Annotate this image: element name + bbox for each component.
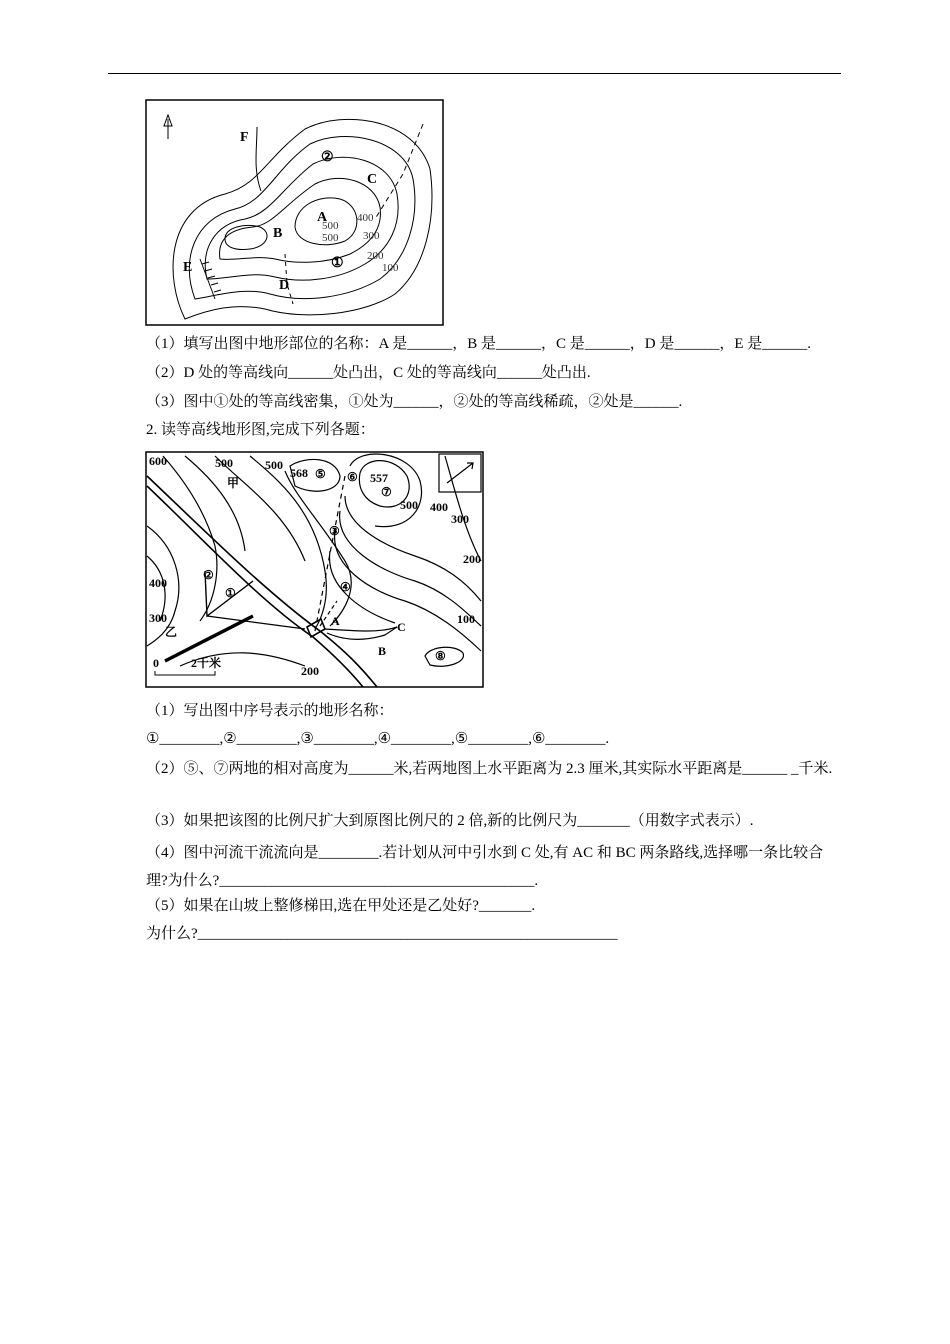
label-n2: ②	[203, 568, 214, 582]
label-c: C	[367, 172, 378, 187]
contour-500a: 500	[322, 220, 339, 232]
q2-6: 为什么?________________________________________________________	[146, 926, 618, 942]
label-n5: ⑤	[315, 467, 326, 481]
contour-map-2	[145, 451, 485, 689]
contour-500a: 500	[215, 456, 233, 470]
q2-4: （4）图中河流干流流向是________.若计划从河中引水到 C 处,有 AC 和 BC 两条路线,选择哪一条比较合理?为什么?__________________________________________.	[146, 845, 824, 889]
contour-100: 100	[382, 262, 399, 274]
contour-500b: 500	[322, 232, 339, 244]
contour-400a: 400	[430, 500, 448, 514]
contour-200a: 200	[463, 552, 481, 566]
contour-500c: 500	[400, 498, 418, 512]
label-b: B	[273, 226, 283, 241]
contour-100: 100	[457, 612, 475, 626]
label-jia: 甲	[227, 476, 240, 490]
label-n1: ①	[331, 256, 344, 271]
contour-600: 600	[149, 454, 167, 468]
q2-title: 2. 读等高线地形图,完成下列各题：	[146, 422, 375, 438]
label-n2: ②	[321, 150, 334, 165]
contour-500b: 500	[265, 458, 283, 472]
contour-557: 557	[370, 471, 388, 485]
q2-1b: ①________,②________,③________,④________,⑤________,⑥________.	[146, 731, 610, 747]
label-n1: ①	[225, 586, 236, 600]
contour-200b: 200	[301, 664, 319, 678]
label-f: F	[240, 130, 249, 145]
scale-zero: 0	[153, 656, 159, 670]
contour-200: 200	[367, 250, 384, 262]
label-yi: 乙	[165, 625, 178, 639]
q1-1: （1）填写出图中地形部位的名称：A 是______，B 是______，C 是______，D 是______，E 是______.	[146, 336, 812, 352]
contour-568: 568	[290, 466, 308, 480]
label-n6: ⑥	[347, 470, 358, 484]
label-a: A	[317, 210, 328, 225]
label-n7: ⑦	[381, 485, 392, 499]
contour-400b: 400	[149, 576, 167, 590]
label-b: B	[378, 644, 387, 658]
contour-400: 400	[357, 212, 374, 224]
label-c: C	[397, 620, 406, 634]
contour-300a: 300	[451, 512, 469, 526]
label-n8: ⑧	[435, 649, 446, 663]
scale-label: 2千米	[191, 656, 222, 670]
contour-300b: 300	[149, 611, 167, 625]
contour-map-1	[145, 99, 445, 327]
label-n3: ③	[329, 524, 340, 538]
q2-1a: （1）写出图中序号表示的地形名称：	[146, 703, 394, 719]
contour-300: 300	[363, 230, 380, 242]
label-a: A	[331, 614, 340, 628]
label-d: D	[279, 278, 290, 293]
label-e: E	[183, 260, 193, 275]
label-n4: ④	[340, 580, 351, 594]
q1-3: （3）图中①处的等高线密集，①处为______，②处的等高线稀疏，②处是______.	[146, 394, 683, 410]
header-rule	[108, 73, 841, 74]
q2-2: （2）⑤、⑦两地的相对高度为______米,若两地图上水平距离为 2.3 厘米,其实际水平距离是______ _千米.	[146, 761, 833, 777]
q2-5: （5）如果在山坡上整修梯田,选在甲处还是乙处好?_______.	[146, 898, 536, 914]
q2-3: （3）如果把该图的比例尺扩大到原图比例尺的 2 倍,新的比例尺为_______（用数字式表示）.	[146, 813, 754, 829]
q1-2: （2）D 处的等高线向______处凸出，C 处的等高线向______处凸出.	[146, 365, 591, 381]
